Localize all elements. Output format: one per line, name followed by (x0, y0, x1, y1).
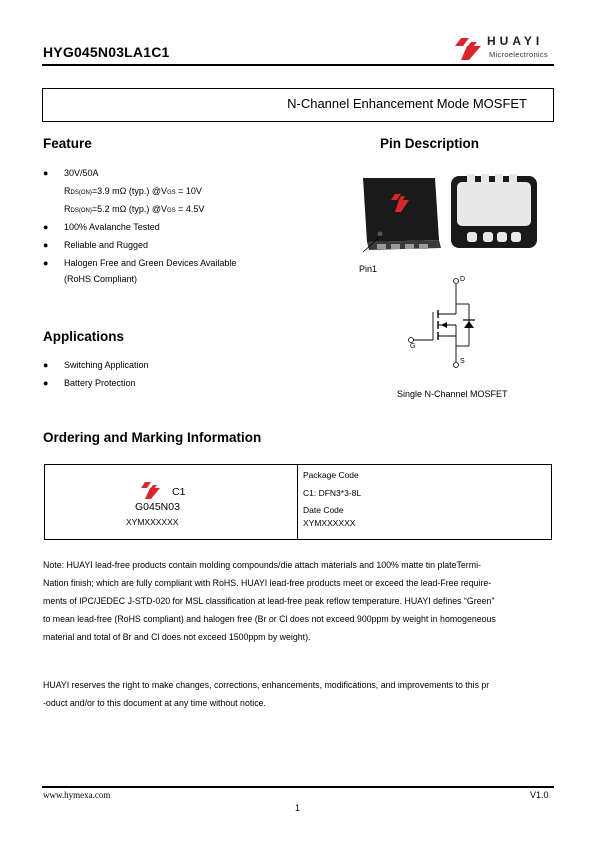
date-code-label: Date Code (303, 505, 344, 515)
feature-item-rdson-10v: RDS(ON)=3.9 mΩ (typ.) @VGS = 10V (64, 186, 202, 196)
drain-label: D (460, 276, 466, 283)
bullet-icon: ● (43, 378, 49, 388)
feature-heading: Feature (43, 136, 92, 151)
bullet-icon: ● (43, 240, 49, 250)
note-line: to mean lead-free (RoHS compliant) and halogen free (Br or Cl does not exceed 900ppm by weight in homogeneous (43, 614, 496, 624)
note-line: Note: HUAYI lead-free products contain molding compounds/die attach materials and 100% matte tin plateTermi- (43, 560, 481, 570)
note-line: material and total of Br and Cl does not exceed 1500ppm by weight). (43, 632, 311, 642)
application-item: ● Battery Protection (43, 374, 303, 392)
marking-line-2: G045N03 (135, 501, 180, 513)
feature-item: ● Reliable and Rugged (43, 236, 303, 254)
feature-item: ● 30V/50A (43, 164, 303, 182)
ordering-heading: Ordering and Marking Information (43, 430, 262, 445)
bullet-icon: ● (43, 222, 49, 232)
ordering-table (44, 464, 552, 540)
note-paragraph (43, 556, 553, 646)
header-rule (42, 64, 554, 66)
part-number: HYG045N03LA1C1 (43, 44, 170, 60)
marking-line-3: XYMXXXXXX (126, 517, 179, 527)
huayi-mark-icon (141, 480, 163, 500)
marking-line-1: C1 (172, 486, 186, 498)
bullet-icon: ● (43, 360, 49, 370)
page-number: 1 (295, 803, 301, 813)
title-box (42, 88, 554, 122)
pin1-label: Pin1 (359, 264, 378, 274)
gate-label: G (410, 343, 416, 350)
note-line: Nation finish; which are fully compliant with RoHS. HUAYI lead-free products meet or exceed the lead-Free require- (43, 578, 492, 588)
document-title: N-Channel Enhancement Mode MOSFET (287, 96, 527, 111)
reserve-line: HUAYI reserves the right to make changes, corrections, enhancements, modifications, and improvements to this pr (43, 680, 490, 690)
logo-name: HUAYI (487, 34, 544, 48)
source-label: S (460, 358, 465, 365)
applications-heading: Applications (43, 329, 125, 344)
version-label: V1.0 (530, 790, 549, 800)
feature-item: ● Halogen Free and Green Devices Available (43, 254, 303, 272)
reserve-paragraph (43, 676, 553, 712)
website-link[interactable]: www.hymexa.com (43, 790, 111, 800)
package-code-value: C1: DFN3*3-8L (303, 488, 362, 498)
application-item: ● Switching Application (43, 356, 303, 374)
bullet-icon: ● (43, 258, 49, 268)
date-code-value: XYMXXXXXX (303, 518, 356, 528)
mosfet-symbol-icon (405, 276, 495, 371)
ordering-table-divider (297, 464, 298, 540)
package-code-label: Package Code (303, 470, 359, 480)
mosfet-caption: Single N-Channel MOSFET (397, 389, 508, 399)
feature-item-rdson-4v5: RDS(ON)=5.2 mΩ (typ.) @VGS = 4.5V (64, 204, 205, 214)
footer-rule (42, 786, 554, 788)
pin-description-heading: Pin Description (380, 136, 480, 151)
bullet-icon: ● (43, 168, 49, 178)
feature-item: (RoHS Compliant) (64, 274, 138, 284)
reserve-line: -oduct and/or to this document at any time without notice. (43, 698, 266, 708)
dfn-package-icon (355, 170, 545, 255)
note-line: ments of IPC/JEDEC J-STD-020 for MSL classification at lead-free peak reflow temperature. HUAYI defines “Green” (43, 596, 495, 606)
feature-item: ● 100% Avalanche Tested (43, 218, 303, 236)
logo-subtitle: Microelectronics (489, 50, 548, 59)
huayi-logo-icon (455, 34, 487, 62)
